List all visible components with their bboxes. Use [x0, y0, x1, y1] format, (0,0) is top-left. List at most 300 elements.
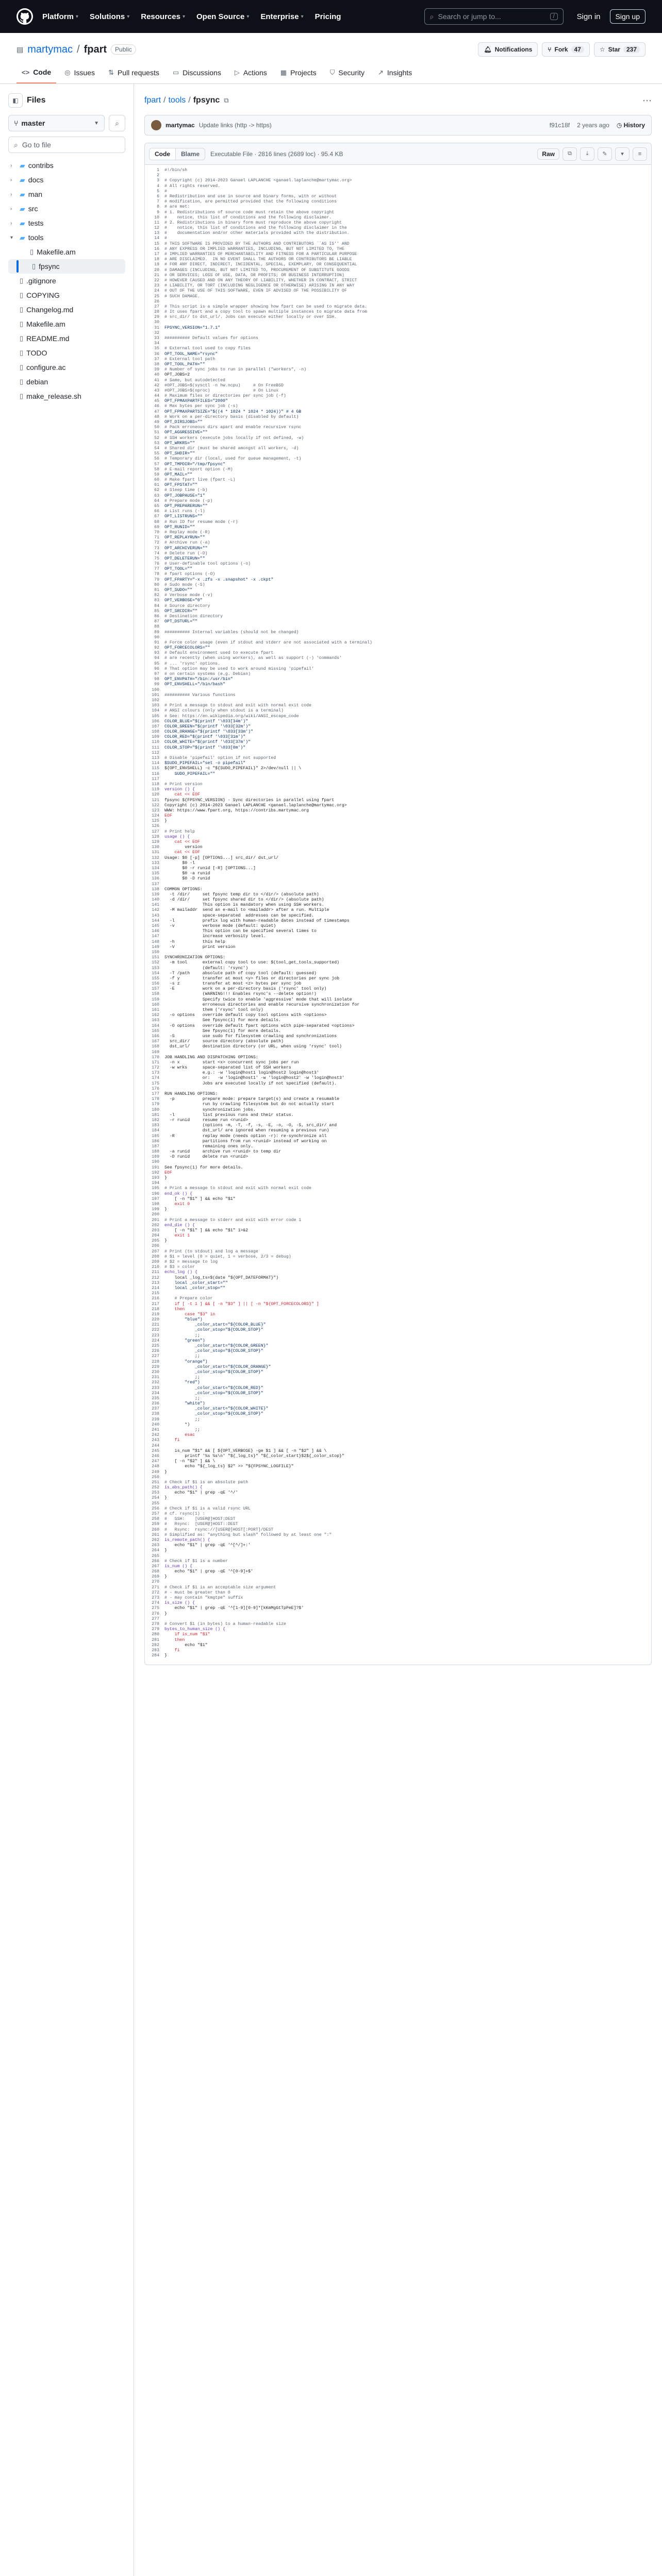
line-number[interactable]: 8 — [157, 205, 159, 210]
line-number[interactable]: 282 — [152, 1642, 159, 1648]
line-number[interactable]: 71 — [154, 535, 159, 540]
tree-item-todo[interactable] — [8, 346, 125, 360]
line-number[interactable]: 132 — [152, 855, 159, 860]
go-to-file-input[interactable] — [8, 137, 125, 153]
line-number[interactable]: 249 — [152, 1469, 159, 1475]
line-number[interactable]: 187 — [152, 1144, 159, 1149]
line-number[interactable]: 250 — [152, 1475, 159, 1480]
line-number[interactable]: 6 — [157, 194, 159, 199]
line-number[interactable]: 60 — [154, 478, 159, 483]
line-number[interactable]: 219 — [152, 1312, 159, 1317]
line-number[interactable]: 117 — [152, 776, 159, 782]
line-number[interactable]: 207 — [152, 1249, 159, 1254]
commit-message[interactable]: Update links (http -> https) — [198, 122, 272, 129]
line-number[interactable]: 228 — [152, 1359, 159, 1364]
tab-blame[interactable]: Blame — [181, 150, 200, 158]
line-number[interactable]: 102 — [152, 698, 159, 703]
line-number[interactable]: 222 — [152, 1328, 159, 1333]
line-number[interactable]: 192 — [152, 1170, 159, 1175]
line-number[interactable]: 270 — [152, 1580, 159, 1585]
line-number[interactable]: 19 — [154, 262, 159, 267]
line-number[interactable]: 86 — [154, 614, 159, 619]
line-number[interactable]: 175 — [152, 1081, 159, 1086]
line-number[interactable]: 226 — [152, 1349, 159, 1354]
line-number[interactable]: 284 — [152, 1653, 159, 1658]
line-number[interactable]: 76 — [154, 562, 159, 567]
line-number[interactable]: 183 — [152, 1123, 159, 1128]
line-number[interactable]: 107 — [152, 724, 159, 729]
line-number[interactable]: 64 — [154, 498, 159, 503]
line-number[interactable]: 99 — [154, 682, 159, 687]
line-number[interactable]: 194 — [152, 1181, 159, 1186]
line-number[interactable]: 148 — [152, 939, 159, 944]
line-number[interactable]: 29 — [154, 315, 159, 320]
line-number[interactable]: 24 — [154, 289, 159, 294]
line-number[interactable]: 268 — [152, 1569, 159, 1574]
tree-item-copying[interactable] — [8, 288, 125, 302]
line-number[interactable]: 201 — [152, 1217, 159, 1223]
line-number[interactable]: 120 — [152, 792, 159, 798]
line-number[interactable]: 37 — [154, 357, 159, 362]
line-number[interactable]: 83 — [154, 598, 159, 603]
edit-icon[interactable]: ✎ — [598, 147, 612, 161]
line-number[interactable]: 144 — [152, 918, 159, 923]
line-number[interactable]: 232 — [152, 1380, 159, 1385]
line-number[interactable]: 28 — [154, 310, 159, 315]
line-number[interactable]: 177 — [152, 1092, 159, 1096]
tree-item-tests[interactable] — [8, 216, 125, 230]
line-number[interactable]: 5 — [157, 189, 159, 194]
line-number[interactable]: 41 — [154, 378, 159, 383]
line-number[interactable]: 225 — [152, 1344, 159, 1348]
line-number[interactable]: 30 — [154, 320, 159, 325]
line-number[interactable]: 27 — [154, 304, 159, 309]
line-number[interactable]: 50 — [154, 425, 159, 430]
line-number[interactable]: 9 — [157, 210, 159, 215]
chevron-down-icon[interactable]: ▾ — [615, 147, 630, 161]
line-number[interactable]: 276 — [152, 1611, 159, 1616]
line-number[interactable]: 242 — [152, 1433, 159, 1438]
line-number[interactable]: 202 — [152, 1223, 159, 1228]
line-number[interactable]: 92 — [154, 646, 159, 651]
line-number[interactable]: 196 — [152, 1191, 159, 1196]
line-number[interactable]: 88 — [154, 624, 159, 630]
nav-item[interactable] — [196, 12, 249, 21]
line-number[interactable]: 118 — [152, 782, 159, 787]
line-number[interactable]: 252 — [152, 1485, 159, 1490]
tab-pull-requests[interactable] — [103, 64, 164, 83]
tab-code[interactable] — [16, 64, 56, 83]
line-number[interactable]: 164 — [152, 1023, 159, 1028]
line-number[interactable]: 67 — [154, 514, 159, 519]
tree-item-debian[interactable] — [8, 375, 125, 389]
nav-item[interactable] — [141, 12, 185, 21]
raw-button[interactable]: Raw — [537, 148, 559, 160]
commit-hash[interactable]: f91c18f — [549, 122, 570, 129]
line-number[interactable]: 261 — [152, 1532, 159, 1537]
line-number[interactable]: 36 — [154, 351, 159, 357]
line-number[interactable]: 263 — [152, 1543, 159, 1548]
line-number[interactable]: 31 — [154, 325, 159, 330]
line-number[interactable]: 66 — [154, 509, 159, 514]
line-number[interactable]: 53 — [154, 440, 159, 446]
line-number[interactable]: 47 — [154, 409, 159, 414]
line-number[interactable]: 203 — [152, 1228, 159, 1233]
line-number[interactable]: 56 — [154, 456, 159, 462]
line-number[interactable]: 20 — [154, 267, 159, 273]
line-number[interactable]: 127 — [152, 829, 159, 834]
line-number[interactable]: 46 — [154, 404, 159, 409]
line-number[interactable]: 153 — [152, 965, 159, 971]
notifications-button[interactable] — [478, 42, 538, 57]
code-view[interactable] — [145, 165, 651, 1665]
line-number[interactable]: 197 — [152, 1196, 159, 1201]
tree-item-changelog-md[interactable] — [8, 302, 125, 317]
line-number[interactable]: 152 — [152, 960, 159, 965]
line-number[interactable]: 208 — [152, 1254, 159, 1259]
tree-item-fpsync[interactable] — [8, 259, 125, 274]
line-number[interactable]: 212 — [152, 1275, 159, 1280]
history-button[interactable] — [617, 122, 645, 129]
line-number[interactable]: 168 — [152, 1044, 159, 1049]
line-number[interactable]: 145 — [152, 924, 159, 928]
line-number[interactable]: 126 — [152, 824, 159, 829]
line-number[interactable]: 3 — [157, 178, 159, 183]
tree-item--gitignore[interactable] — [8, 274, 125, 288]
tree-item-configure-ac[interactable] — [8, 360, 125, 375]
tab-actions[interactable] — [229, 64, 272, 83]
line-number[interactable]: 101 — [152, 692, 159, 698]
line-number[interactable]: 264 — [152, 1548, 159, 1553]
line-number[interactable]: 143 — [152, 913, 159, 918]
line-number[interactable]: 45 — [154, 399, 159, 404]
line-number[interactable]: 138 — [152, 887, 159, 892]
line-number[interactable]: 243 — [152, 1438, 159, 1443]
line-number[interactable]: 131 — [152, 850, 159, 855]
line-number[interactable]: 72 — [154, 540, 159, 546]
line-number[interactable]: 85 — [154, 608, 159, 614]
line-number[interactable]: 34 — [154, 341, 159, 346]
line-number[interactable]: 182 — [152, 1117, 159, 1123]
line-number[interactable]: 7 — [157, 199, 159, 205]
line-number[interactable]: 137 — [152, 882, 159, 887]
more-options-icon[interactable]: ⋯ — [642, 95, 652, 106]
line-number[interactable]: 281 — [152, 1637, 159, 1642]
line-number[interactable]: 116 — [152, 771, 159, 776]
search-input[interactable] — [424, 8, 564, 25]
line-number[interactable]: 272 — [152, 1590, 159, 1595]
line-number[interactable]: 190 — [152, 1160, 159, 1165]
line-number[interactable]: 231 — [152, 1375, 159, 1380]
line-number[interactable]: 173 — [152, 1071, 159, 1076]
line-number[interactable]: 106 — [152, 719, 159, 724]
line-number[interactable]: 140 — [152, 897, 159, 903]
line-number[interactable]: 58 — [154, 467, 159, 472]
line-number[interactable]: 133 — [152, 860, 159, 866]
line-number[interactable]: 154 — [152, 971, 159, 976]
tree-item-man[interactable] — [8, 187, 125, 201]
line-number[interactable]: 174 — [152, 1076, 159, 1081]
line-number[interactable]: 271 — [152, 1585, 159, 1590]
line-number[interactable]: 167 — [152, 1039, 159, 1044]
line-number[interactable]: 104 — [152, 708, 159, 714]
line-number[interactable]: 49 — [154, 420, 159, 425]
line-number[interactable]: 81 — [154, 588, 159, 592]
line-number[interactable]: 52 — [154, 435, 159, 440]
tab-issues[interactable] — [59, 64, 100, 83]
line-number[interactable]: 141 — [152, 903, 159, 908]
line-number[interactable]: 128 — [152, 834, 159, 839]
line-number[interactable]: 62 — [154, 488, 159, 493]
line-number[interactable]: 135 — [152, 871, 159, 876]
line-number[interactable]: 54 — [154, 446, 159, 451]
line-number[interactable]: 185 — [152, 1133, 159, 1139]
line-number[interactable]: 218 — [152, 1307, 159, 1312]
line-number[interactable]: 238 — [152, 1412, 159, 1417]
tab-discussions[interactable] — [168, 64, 226, 83]
line-number[interactable]: 55 — [154, 451, 159, 456]
line-number[interactable]: 98 — [154, 677, 159, 682]
line-number[interactable]: 18 — [154, 257, 159, 262]
line-number[interactable]: 69 — [154, 524, 159, 530]
tab-security[interactable] — [325, 64, 370, 83]
line-number[interactable]: 169 — [152, 1049, 159, 1055]
line-number[interactable]: 73 — [154, 546, 159, 551]
tab-projects[interactable] — [275, 64, 322, 83]
line-number[interactable]: 16 — [154, 246, 159, 251]
line-number[interactable]: 82 — [154, 593, 159, 598]
line-number[interactable]: 220 — [152, 1317, 159, 1323]
line-number[interactable]: 165 — [152, 1028, 159, 1033]
line-number[interactable]: 75 — [154, 556, 159, 561]
line-number[interactable]: 15 — [154, 241, 159, 246]
line-number[interactable]: 142 — [152, 908, 159, 913]
line-number[interactable]: 236 — [152, 1401, 159, 1406]
line-number[interactable]: 166 — [152, 1033, 159, 1039]
line-number[interactable]: 115 — [152, 766, 159, 771]
line-number[interactable]: 2 — [157, 173, 159, 178]
line-number[interactable]: 229 — [152, 1364, 159, 1369]
line-number[interactable]: 57 — [154, 462, 159, 467]
line-number[interactable]: 51 — [154, 430, 159, 435]
line-number[interactable]: 275 — [152, 1606, 159, 1611]
line-number[interactable]: 74 — [154, 551, 159, 556]
line-number[interactable]: 147 — [152, 934, 159, 939]
symbols-panel-icon[interactable]: ≡ — [633, 147, 647, 161]
line-number[interactable]: 244 — [152, 1443, 159, 1448]
line-number[interactable]: 278 — [152, 1621, 159, 1626]
line-number[interactable]: 254 — [152, 1496, 159, 1501]
line-number[interactable]: 109 — [152, 735, 159, 740]
line-number[interactable]: 247 — [152, 1459, 159, 1464]
line-number[interactable]: 80 — [154, 582, 159, 587]
line-number[interactable]: 280 — [152, 1632, 159, 1637]
line-number[interactable]: 159 — [152, 997, 159, 1002]
line-number[interactable]: 181 — [152, 1112, 159, 1117]
line-number[interactable]: 110 — [152, 740, 159, 745]
copy-path-icon[interactable]: ⧉ — [224, 96, 229, 104]
search-files-button[interactable] — [109, 115, 125, 131]
line-number[interactable]: 22 — [154, 278, 159, 283]
line-number[interactable]: 160 — [152, 1002, 159, 1007]
line-number[interactable]: 111 — [152, 745, 159, 750]
line-number[interactable]: 1 — [157, 168, 159, 173]
breadcrumb-root[interactable]: fpart — [144, 96, 161, 105]
line-number[interactable]: 149 — [152, 944, 159, 950]
line-number[interactable]: 78 — [154, 572, 159, 577]
line-number[interactable]: 205 — [152, 1239, 159, 1244]
signin-link[interactable]: Sign in — [576, 12, 601, 21]
line-number[interactable]: 266 — [152, 1558, 159, 1564]
line-number[interactable]: 279 — [152, 1627, 159, 1632]
line-number[interactable]: 68 — [154, 519, 159, 524]
line-number[interactable]: 65 — [154, 504, 159, 509]
line-number[interactable]: 179 — [152, 1102, 159, 1107]
line-number[interactable]: 277 — [152, 1616, 159, 1621]
line-number[interactable]: 193 — [152, 1176, 159, 1180]
line-number[interactable]: 11 — [154, 220, 159, 225]
line-number[interactable]: 121 — [152, 798, 159, 803]
line-number[interactable]: 211 — [152, 1270, 159, 1275]
line-number[interactable]: 119 — [152, 787, 159, 792]
line-number[interactable]: 130 — [152, 845, 159, 850]
line-number[interactable]: 44 — [154, 394, 159, 399]
line-number[interactable]: 87 — [154, 619, 159, 624]
line-number[interactable]: 156 — [152, 981, 159, 987]
line-number[interactable]: 239 — [152, 1417, 159, 1422]
line-number[interactable]: 125 — [152, 819, 159, 824]
line-number[interactable]: 198 — [152, 1201, 159, 1207]
line-number[interactable]: 122 — [152, 803, 159, 808]
line-number[interactable]: 256 — [152, 1506, 159, 1511]
line-number[interactable]: 265 — [152, 1553, 159, 1558]
commit-author[interactable]: martymac — [166, 122, 195, 129]
line-number[interactable]: 253 — [152, 1490, 159, 1496]
line-number[interactable]: 215 — [152, 1291, 159, 1296]
line-number[interactable]: 93 — [154, 651, 159, 656]
line-number[interactable]: 43 — [154, 388, 159, 393]
tree-item-tools[interactable] — [8, 230, 125, 245]
line-number[interactable]: 150 — [152, 950, 159, 955]
line-number[interactable]: 221 — [152, 1323, 159, 1328]
line-number[interactable]: 227 — [152, 1354, 159, 1359]
line-number[interactable]: 210 — [152, 1265, 159, 1270]
tree-item-readme-md[interactable] — [8, 331, 125, 346]
line-number[interactable]: 90 — [154, 635, 159, 640]
tree-item-makefile-am[interactable] — [8, 245, 125, 259]
line-number[interactable]: 39 — [154, 367, 159, 372]
line-number[interactable]: 230 — [152, 1369, 159, 1375]
line-number[interactable]: 21 — [154, 273, 159, 278]
line-number[interactable]: 163 — [152, 1018, 159, 1023]
line-number[interactable]: 258 — [152, 1517, 159, 1522]
line-number[interactable]: 171 — [152, 1060, 159, 1065]
line-number[interactable]: 134 — [152, 866, 159, 871]
github-logo-icon[interactable] — [16, 8, 33, 25]
line-number[interactable]: 176 — [152, 1086, 159, 1091]
line-number[interactable]: 206 — [152, 1244, 159, 1249]
line-number[interactable]: 178 — [152, 1097, 159, 1102]
line-number[interactable]: 89 — [154, 630, 159, 635]
line-number[interactable]: 96 — [154, 666, 159, 671]
line-number[interactable]: 237 — [152, 1406, 159, 1412]
tab-insights[interactable] — [373, 64, 417, 83]
line-number[interactable]: 129 — [152, 840, 159, 844]
line-number[interactable]: 184 — [152, 1128, 159, 1133]
line-number[interactable]: 245 — [152, 1448, 159, 1453]
line-number[interactable]: 191 — [152, 1165, 159, 1170]
line-number[interactable]: 77 — [154, 567, 159, 572]
line-number[interactable]: 23 — [154, 283, 159, 289]
signup-button[interactable]: Sign up — [610, 9, 646, 24]
line-number[interactable]: 217 — [152, 1301, 159, 1307]
line-number[interactable]: 257 — [152, 1512, 159, 1516]
line-number[interactable]: 248 — [152, 1464, 159, 1469]
line-number[interactable]: 10 — [154, 215, 159, 220]
line-number[interactable]: 26 — [154, 299, 159, 304]
tree-item-contribs[interactable] — [8, 158, 125, 173]
line-number[interactable]: 4 — [157, 183, 159, 189]
line-number[interactable]: 112 — [152, 750, 159, 755]
line-number[interactable]: 70 — [154, 530, 159, 535]
line-number[interactable]: 146 — [152, 929, 159, 934]
line-number[interactable]: 255 — [152, 1501, 159, 1506]
branch-select[interactable] — [8, 115, 105, 131]
line-number[interactable]: 172 — [152, 1065, 159, 1071]
line-number[interactable]: 260 — [152, 1527, 159, 1532]
nav-item[interactable] — [42, 12, 78, 21]
line-number[interactable]: 14 — [154, 236, 159, 241]
line-number[interactable]: 95 — [154, 661, 159, 666]
line-number[interactable]: 274 — [152, 1601, 159, 1606]
line-number[interactable]: 213 — [152, 1280, 159, 1285]
line-number[interactable]: 158 — [152, 992, 159, 997]
line-number[interactable]: 246 — [152, 1453, 159, 1459]
line-number[interactable]: 139 — [152, 892, 159, 897]
line-number[interactable]: 170 — [152, 1055, 159, 1060]
line-number[interactable]: 12 — [154, 226, 159, 231]
line-number[interactable]: 13 — [154, 231, 159, 236]
avatar[interactable] — [151, 120, 161, 130]
copy-icon[interactable]: ⧉ — [562, 147, 577, 161]
line-number[interactable]: 161 — [152, 1008, 159, 1012]
line-number[interactable]: 108 — [152, 730, 159, 735]
line-number[interactable]: 269 — [152, 1574, 159, 1580]
line-number[interactable]: 180 — [152, 1107, 159, 1112]
line-number[interactable]: 224 — [152, 1338, 159, 1343]
line-number[interactable]: 59 — [154, 472, 159, 477]
line-number[interactable]: 233 — [152, 1385, 159, 1391]
line-number[interactable]: 267 — [152, 1564, 159, 1569]
line-number[interactable]: 61 — [154, 483, 159, 488]
line-number[interactable]: 17 — [154, 252, 159, 257]
line-number[interactable]: 105 — [152, 714, 159, 719]
line-number[interactable]: 97 — [154, 672, 159, 676]
line-number[interactable]: 186 — [152, 1139, 159, 1144]
line-number[interactable]: 84 — [154, 603, 159, 608]
line-number[interactable]: 155 — [152, 976, 159, 981]
star-button[interactable] — [594, 42, 646, 57]
line-number[interactable]: 136 — [152, 876, 159, 882]
line-number[interactable]: 235 — [152, 1396, 159, 1401]
line-number[interactable]: 25 — [154, 294, 159, 299]
line-number[interactable]: 204 — [152, 1233, 159, 1239]
repo-name-link[interactable]: fpart — [84, 43, 107, 55]
line-number[interactable]: 234 — [152, 1391, 159, 1396]
line-number[interactable]: 189 — [152, 1155, 159, 1160]
line-number[interactable]: 63 — [154, 493, 159, 498]
line-number[interactable]: 151 — [152, 955, 159, 960]
